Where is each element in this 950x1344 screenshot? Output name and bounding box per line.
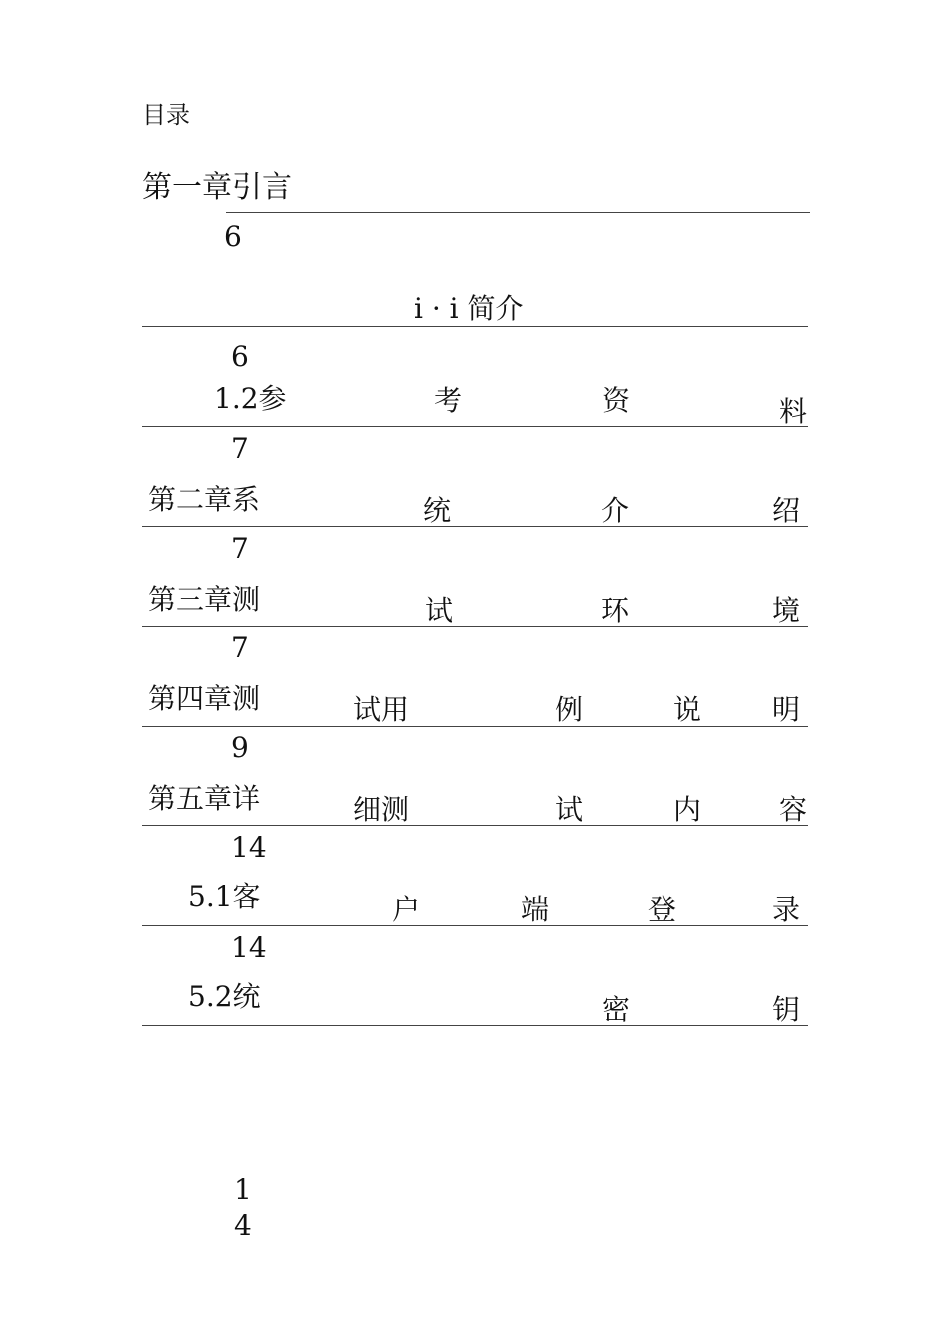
toc-ch3-part: 第三章测 — [148, 583, 261, 616]
toc-ch3-part: 试 — [425, 594, 454, 627]
toc-s5-2-part: 5.2统 — [188, 980, 261, 1013]
toc-s5-2-part: 密 — [602, 993, 631, 1026]
toc-s5-1-page: 14 — [231, 931, 267, 964]
toc-ch4-page: 9 — [231, 731, 249, 764]
toc-ch2-part: 介 — [601, 494, 630, 527]
toc-ch3-page: 7 — [231, 631, 249, 664]
toc-ch5-page: 14 — [231, 831, 267, 864]
toc-s1-2-page: 7 — [231, 432, 249, 465]
toc-s5-1-part: 端 — [521, 893, 550, 926]
toc-leader-line — [142, 626, 808, 627]
toc-s1-2-part: 资 — [602, 384, 631, 417]
toc-s5-1-part: 登 — [648, 893, 677, 926]
toc-ch3-part: 境 — [772, 594, 801, 627]
toc-ch1-title: 第一章引言 — [142, 170, 292, 205]
toc-s1-2-part: 考 — [434, 384, 463, 417]
toc-s5-1-part: 户 — [392, 893, 421, 926]
toc-s1-2-part: 料 — [779, 395, 808, 428]
toc-s1-2-part: 1.2参 — [214, 382, 287, 415]
page-title: 目录 — [142, 101, 190, 129]
toc-s5-1-part: 5.1客 — [188, 880, 261, 913]
toc-s5-2-part: 钥 — [772, 993, 801, 1026]
toc-ch4-part: 例 — [555, 693, 584, 726]
toc-s5-1-part: 录 — [772, 893, 801, 926]
toc-ch4-part: 明 — [772, 693, 801, 726]
toc-leader-line — [142, 526, 808, 527]
toc-ch4-part: 第四章测 — [148, 682, 261, 715]
toc-ch5-part: 容 — [779, 793, 808, 826]
toc-ch1-page: 6 — [224, 220, 242, 253]
toc-leader-line — [142, 726, 808, 727]
toc-ch5-part: 第五章详 — [148, 782, 261, 815]
toc-leader-line — [142, 426, 808, 427]
toc-s5-2-page-line: 4 — [234, 1209, 252, 1242]
toc-ch4-part: 试用 — [353, 693, 410, 726]
toc-ch3-part: 环 — [601, 594, 630, 627]
toc-leader-line — [142, 326, 808, 327]
toc-s1-1-page: 6 — [231, 340, 249, 373]
toc-leader-line — [226, 212, 810, 213]
toc-ch2-part: 统 — [423, 494, 452, 527]
toc-ch5-part: 细测 — [353, 793, 410, 826]
toc-ch2-part: 第二章系 — [148, 483, 261, 516]
toc-leader-line — [142, 1025, 808, 1026]
toc-ch2-page: 7 — [231, 532, 249, 565]
toc-s5-2-page-line: 1 — [234, 1173, 252, 1206]
toc-leader-line — [142, 825, 808, 826]
toc-ch2-part: 绍 — [772, 494, 801, 527]
toc-s1-1-title: i · i 简介 — [414, 292, 524, 325]
toc-ch5-part: 试 — [555, 793, 584, 826]
toc-leader-line — [142, 925, 808, 926]
toc-ch4-part: 说 — [673, 693, 702, 726]
toc-ch5-part: 内 — [673, 793, 702, 826]
